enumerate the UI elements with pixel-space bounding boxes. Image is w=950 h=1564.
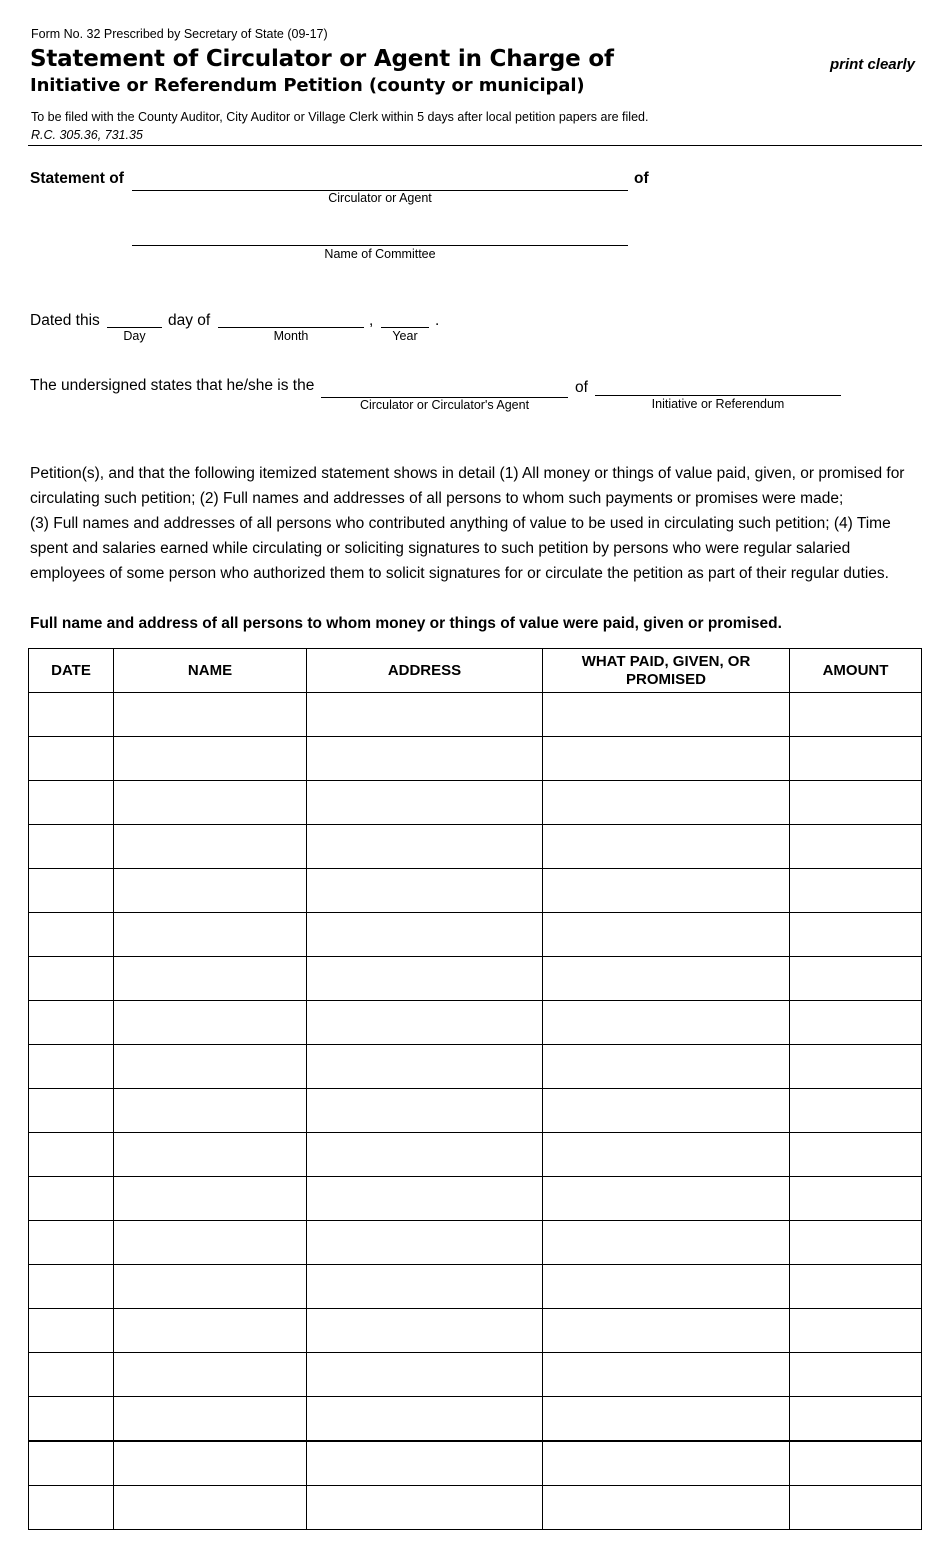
paragraph-line: circulating such petition; (2) Full names and addresses of all persons to whom such payments or promises were made; xyxy=(30,490,844,507)
table-row xyxy=(29,1397,922,1442)
address-cell[interactable] xyxy=(307,1486,543,1530)
table-row xyxy=(29,781,922,825)
address-cell[interactable] xyxy=(307,1265,543,1309)
name-cell[interactable] xyxy=(114,1045,307,1089)
address-cell[interactable] xyxy=(307,869,543,913)
address-cell[interactable] xyxy=(307,1441,543,1486)
column-header-what-paid xyxy=(543,649,790,693)
address-cell[interactable] xyxy=(307,1001,543,1045)
committee-name-field[interactable] xyxy=(132,245,628,246)
address-cell[interactable] xyxy=(307,1221,543,1265)
what-paid-cell[interactable] xyxy=(543,737,790,781)
date-cell[interactable] xyxy=(29,693,114,737)
what-paid-cell[interactable] xyxy=(543,869,790,913)
year-caption: Year xyxy=(392,329,418,343)
what-paid-cell[interactable] xyxy=(543,1486,790,1530)
amount-cell[interactable] xyxy=(790,913,922,957)
table-row xyxy=(29,1001,922,1045)
name-cell[interactable] xyxy=(114,1265,307,1309)
statement-paragraph xyxy=(30,461,920,586)
date-cell[interactable] xyxy=(29,869,114,913)
name-cell[interactable] xyxy=(114,1221,307,1265)
what-paid-cell[interactable] xyxy=(543,1309,790,1353)
amount-cell[interactable] xyxy=(790,1133,922,1177)
address-cell[interactable] xyxy=(307,1353,543,1397)
table-row xyxy=(29,1089,922,1133)
address-cell[interactable] xyxy=(307,781,543,825)
name-cell[interactable] xyxy=(114,1309,307,1353)
table-header-row xyxy=(29,649,922,693)
what-paid-cell[interactable] xyxy=(543,1133,790,1177)
table-row xyxy=(29,825,922,869)
column-header-date: DATE xyxy=(29,649,114,693)
column-header-name: NAME xyxy=(114,649,307,693)
column-header-amount: AMOUNT xyxy=(790,649,922,693)
date-cell[interactable] xyxy=(29,957,114,1001)
statute-reference: R.C. 305.36, 731.35 xyxy=(31,128,143,142)
address-cell[interactable] xyxy=(307,1133,543,1177)
column-header-address: ADDRESS xyxy=(307,649,543,693)
name-cell[interactable] xyxy=(114,737,307,781)
name-cell[interactable] xyxy=(114,1397,307,1442)
amount-cell[interactable] xyxy=(790,781,922,825)
date-cell[interactable] xyxy=(29,737,114,781)
what-paid-cell[interactable] xyxy=(543,913,790,957)
table-row xyxy=(29,1177,922,1221)
amount-cell[interactable] xyxy=(790,737,922,781)
table-row xyxy=(29,1045,922,1089)
name-cell[interactable] xyxy=(114,1089,307,1133)
committee-caption: Name of Committee xyxy=(324,247,436,261)
date-cell[interactable] xyxy=(29,1089,114,1133)
day-field[interactable] xyxy=(107,327,162,328)
table-row xyxy=(29,1486,922,1530)
table-row xyxy=(29,693,922,737)
amount-cell[interactable] xyxy=(790,869,922,913)
amount-cell[interactable] xyxy=(790,693,922,737)
name-cell[interactable] xyxy=(114,781,307,825)
table-row xyxy=(29,737,922,781)
role-caption: Circulator or Circulator's Agent xyxy=(359,398,530,412)
what-paid-cell[interactable] xyxy=(543,1045,790,1089)
address-cell[interactable] xyxy=(307,1177,543,1221)
form-subtitle: Initiative or Referendum Petition (county or municipal) xyxy=(30,75,585,96)
print-clearly-note: print clearly xyxy=(829,56,915,73)
amount-cell[interactable] xyxy=(790,1353,922,1397)
table-row xyxy=(29,1353,922,1397)
amount-cell[interactable] xyxy=(790,1486,922,1530)
name-cell[interactable] xyxy=(114,1133,307,1177)
address-cell[interactable] xyxy=(307,957,543,1001)
what-paid-cell[interactable] xyxy=(543,693,790,737)
petition-type-field[interactable] xyxy=(595,395,841,396)
date-cell[interactable] xyxy=(29,1001,114,1045)
amount-cell[interactable] xyxy=(790,1441,922,1486)
day-of-label: day of xyxy=(168,312,211,329)
amount-cell[interactable] xyxy=(790,1001,922,1045)
what-paid-cell[interactable] xyxy=(543,1353,790,1397)
table-row xyxy=(29,1265,922,1309)
date-cell[interactable] xyxy=(29,1177,114,1221)
date-period: . xyxy=(435,312,440,329)
statement-of-label: Statement of xyxy=(30,170,124,187)
table-row xyxy=(29,1221,922,1265)
name-cell[interactable] xyxy=(114,1177,307,1221)
what-paid-cell[interactable] xyxy=(543,1001,790,1045)
table-row xyxy=(29,957,922,1001)
what-paid-cell[interactable] xyxy=(543,1441,790,1486)
month-field[interactable] xyxy=(218,327,364,328)
name-cell[interactable] xyxy=(114,825,307,869)
date-cell[interactable] xyxy=(29,1441,114,1486)
date-cell[interactable] xyxy=(29,1486,114,1530)
form-number: Form No. 32 Prescribed by Secretary of State (09-17) xyxy=(31,27,328,41)
table-row xyxy=(29,1309,922,1353)
address-cell[interactable] xyxy=(307,1045,543,1089)
amount-cell[interactable] xyxy=(790,1265,922,1309)
itemized-statement-table xyxy=(28,648,922,1530)
name-cell[interactable] xyxy=(114,869,307,913)
name-cell[interactable] xyxy=(114,1486,307,1530)
what-paid-cell[interactable] xyxy=(543,781,790,825)
undersigned-label: The undersigned states that he/she is the xyxy=(30,377,315,394)
what-paid-cell[interactable] xyxy=(543,957,790,1001)
date-cell[interactable] xyxy=(29,781,114,825)
paragraph-line: Petition(s), and that the following itemized statement shows in detail (1) All money or things of value paid, given, or promised for xyxy=(30,465,905,482)
amount-cell[interactable] xyxy=(790,1221,922,1265)
what-paid-cell[interactable] xyxy=(543,825,790,869)
name-cell[interactable] xyxy=(114,913,307,957)
address-cell[interactable] xyxy=(307,1309,543,1353)
table-heading: Full name and address of all persons to whom money or things of value were paid, given or promised. xyxy=(30,615,782,632)
amount-cell[interactable] xyxy=(790,1309,922,1353)
circulator-caption: Circulator or Agent xyxy=(328,191,432,205)
date-cell[interactable] xyxy=(29,1133,114,1177)
paragraph-line: (3) Full names and addresses of all persons who contributed anything of value to be used in circulating such petition; (4) Time xyxy=(30,515,891,532)
paragraph-line: spent and salaries earned while circulating or soliciting signatures to such petition by persons who were regular salaried xyxy=(30,540,851,557)
name-cell[interactable] xyxy=(114,1001,307,1045)
paragraph-line: employees of some person who authorized them to solicit signatures for or circulate the petition as part of their regular duties. xyxy=(30,565,889,582)
table-row xyxy=(29,913,922,957)
form-title: Statement of Circulator or Agent in Charge of xyxy=(30,46,614,72)
undersigned-of-label: of xyxy=(575,379,588,396)
address-cell[interactable] xyxy=(307,693,543,737)
amount-cell[interactable] xyxy=(790,1045,922,1089)
date-cell[interactable] xyxy=(29,1309,114,1353)
table-row xyxy=(29,869,922,913)
date-cell[interactable] xyxy=(29,1265,114,1309)
date-cell[interactable] xyxy=(29,1353,114,1397)
address-cell[interactable] xyxy=(307,1397,543,1442)
name-cell[interactable] xyxy=(114,693,307,737)
address-cell[interactable] xyxy=(307,737,543,781)
table-row xyxy=(29,1441,922,1486)
what-paid-cell[interactable] xyxy=(543,1397,790,1442)
table-body xyxy=(29,693,922,1530)
petition-type-caption: Initiative or Referendum xyxy=(651,397,785,411)
month-caption: Month xyxy=(273,329,309,343)
name-cell[interactable] xyxy=(114,1353,307,1397)
date-cell[interactable] xyxy=(29,1045,114,1089)
statement-of-connector: of xyxy=(634,170,649,187)
name-cell[interactable] xyxy=(114,1441,307,1486)
what-paid-cell[interactable] xyxy=(543,1089,790,1133)
what-paid-cell[interactable] xyxy=(543,1221,790,1265)
amount-cell[interactable] xyxy=(790,1397,922,1442)
filing-instructions: To be filed with the County Auditor, City Auditor or Village Clerk within 5 days after local petition papers are filed. xyxy=(31,110,649,124)
date-cell[interactable] xyxy=(29,1221,114,1265)
date-cell[interactable] xyxy=(29,913,114,957)
amount-cell[interactable] xyxy=(790,957,922,1001)
day-caption: Day xyxy=(123,329,146,343)
table-row xyxy=(29,1133,922,1177)
column-header-what-paid-label: WHAT PAID, GIVEN, OR PROMISED xyxy=(581,652,751,688)
dated-label: Dated this xyxy=(30,312,100,329)
address-cell[interactable] xyxy=(307,825,543,869)
date-cell[interactable] xyxy=(29,825,114,869)
amount-cell[interactable] xyxy=(790,1089,922,1133)
what-paid-cell[interactable] xyxy=(543,1265,790,1309)
header-divider xyxy=(28,145,922,146)
name-cell[interactable] xyxy=(114,957,307,1001)
amount-cell[interactable] xyxy=(790,825,922,869)
year-field[interactable] xyxy=(381,327,429,328)
date-cell[interactable] xyxy=(29,1397,114,1442)
address-cell[interactable] xyxy=(307,1089,543,1133)
address-cell[interactable] xyxy=(307,913,543,957)
amount-cell[interactable] xyxy=(790,1177,922,1221)
date-comma: , xyxy=(369,312,374,329)
what-paid-cell[interactable] xyxy=(543,1177,790,1221)
